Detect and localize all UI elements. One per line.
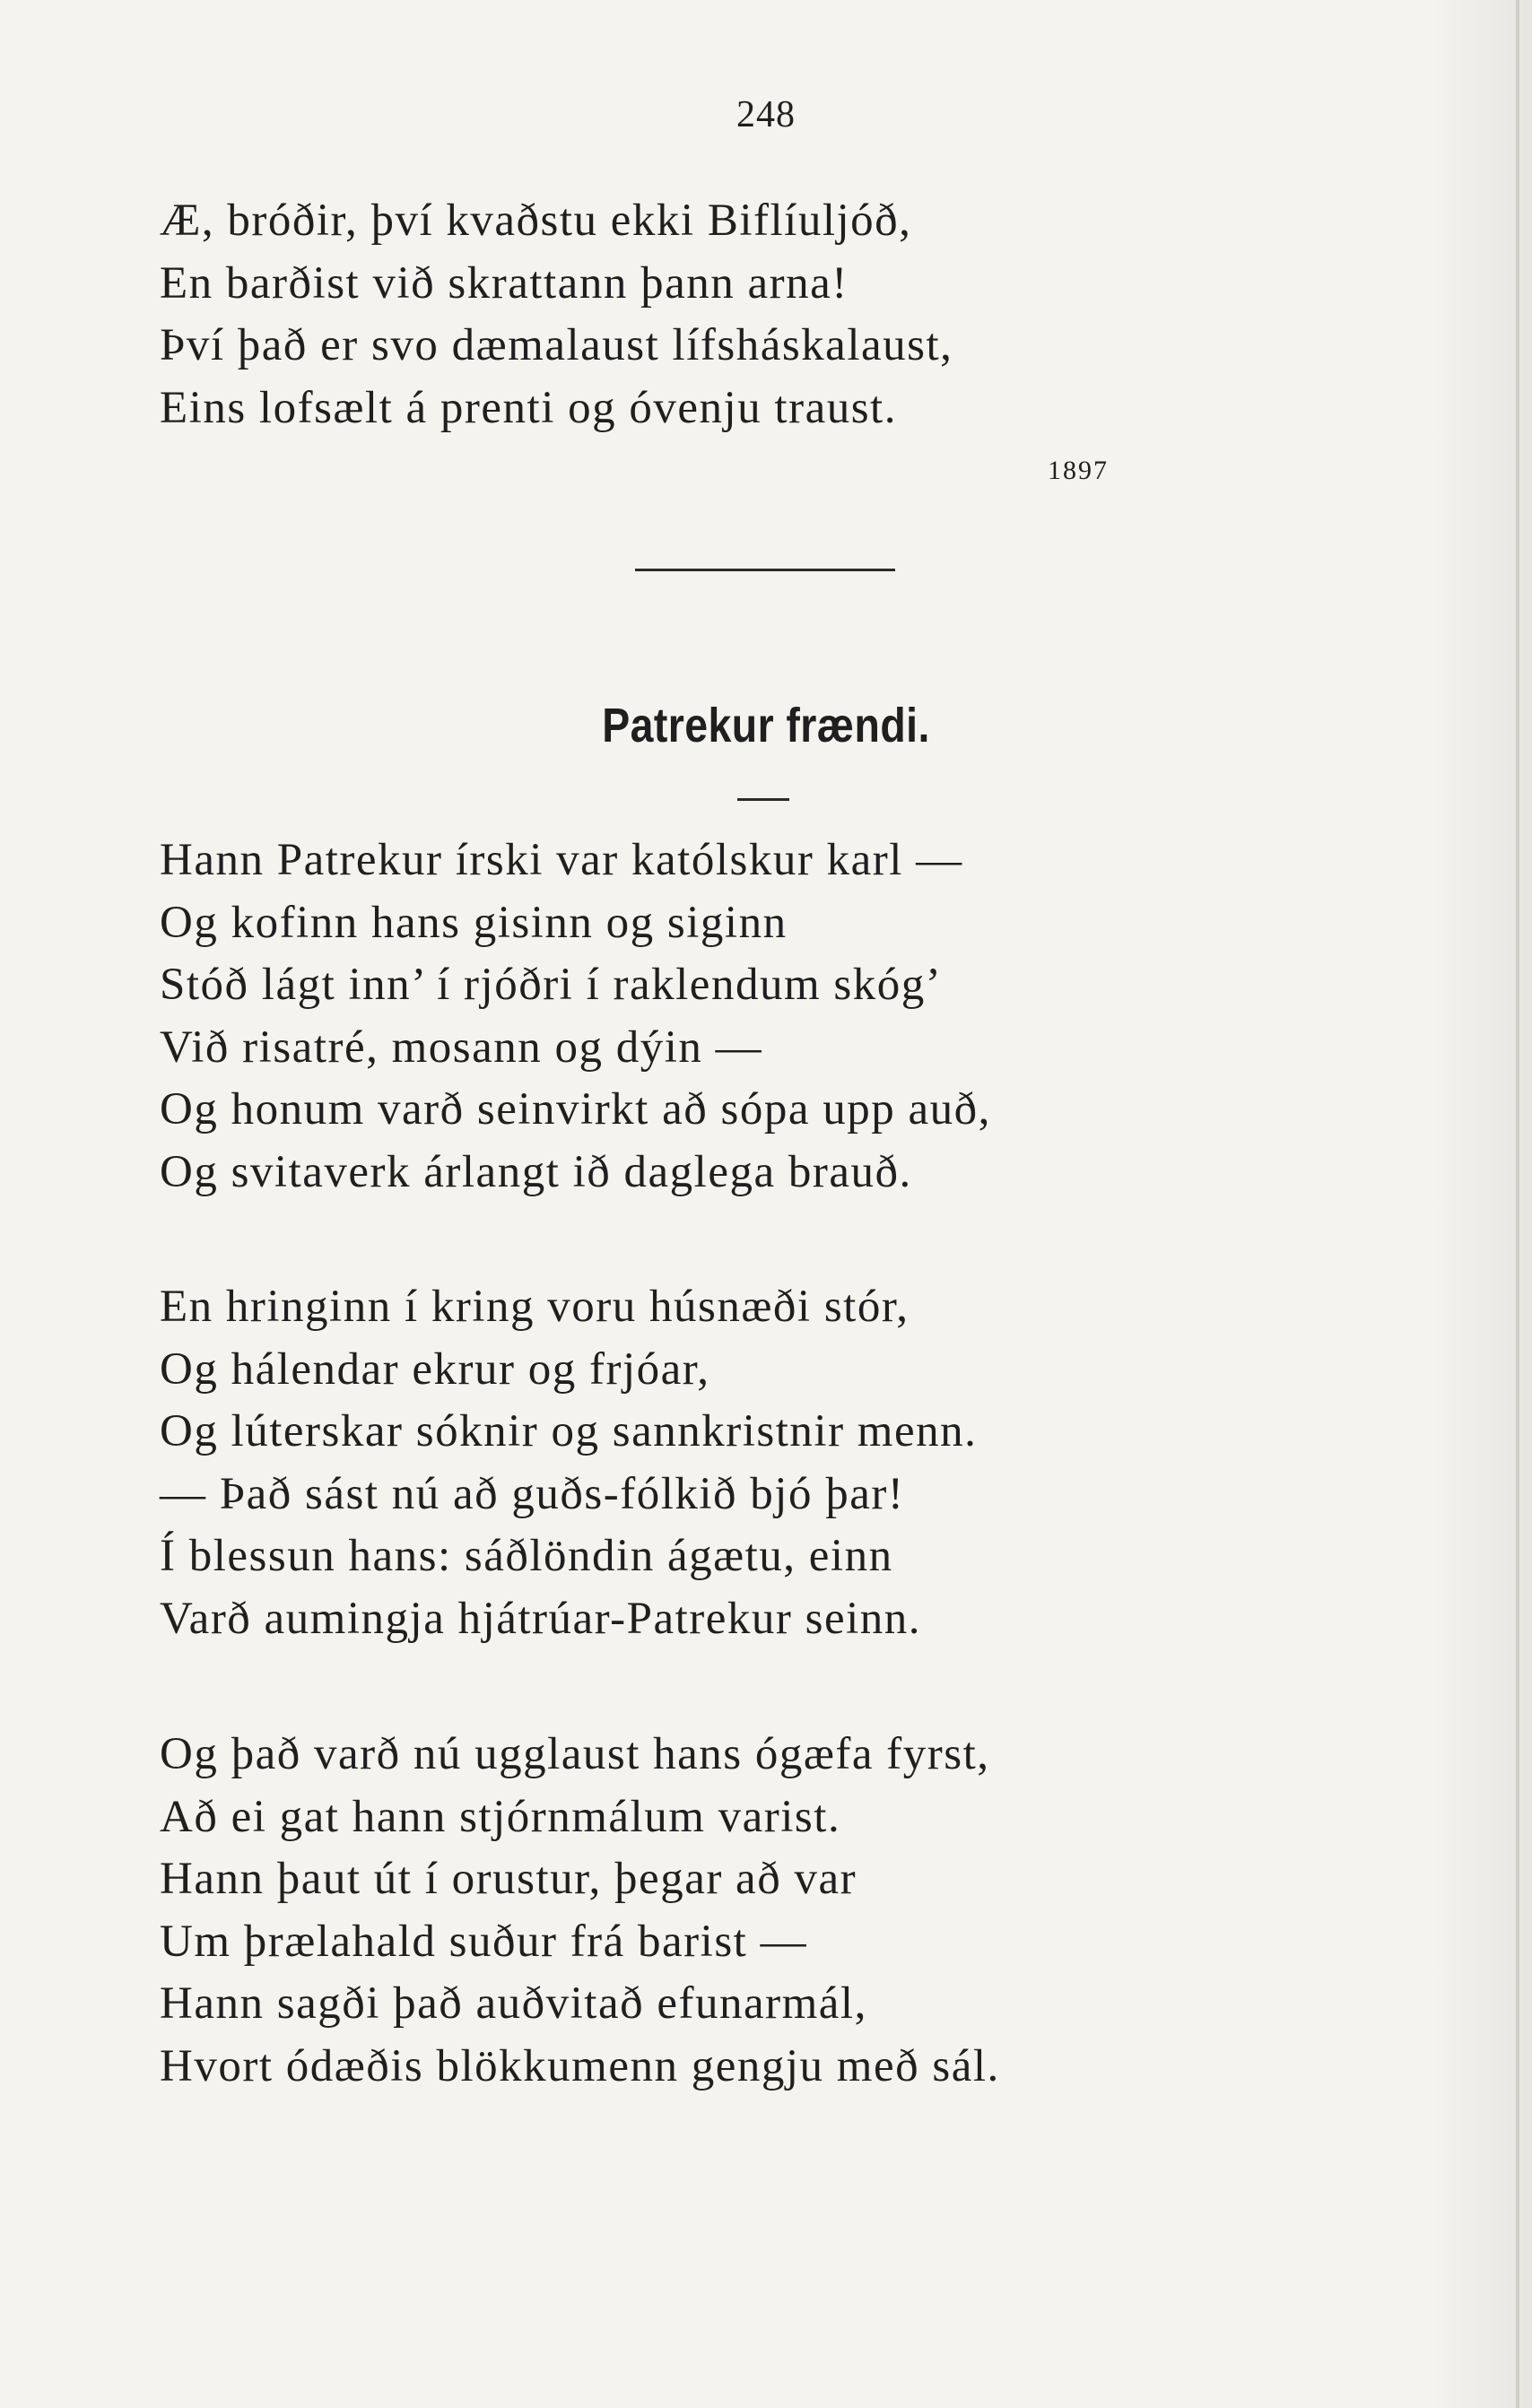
poem-line: Því það er svo dæmalaust lífsháskalaust,	[160, 320, 953, 370]
stanza-2	[160, 1276, 977, 1650]
stanza-previous-poem	[160, 190, 953, 439]
poem-line: Æ, bróðir, því kvaðstu ekki Biflíuljóð,	[160, 196, 912, 246]
section-divider	[635, 569, 895, 571]
poem-line: Í blessun hans: sáðlöndin ágætu, einn	[160, 1531, 893, 1581]
page-edge	[1516, 0, 1519, 2408]
title-rule	[737, 798, 789, 801]
poem-line: Eins lofsælt á prenti og óvenju traust.	[160, 382, 897, 433]
poem-title: Patrekur frændi.	[602, 699, 930, 752]
poem-line: Og lúterskar sóknir og sannkristnir menn.	[160, 1406, 978, 1456]
poem-line: Og honum varð seinvirkt að sópa upp auð,	[160, 1084, 991, 1134]
poem-line: Varð aumingja hjátrúar-Patrekur seinn.	[160, 1593, 922, 1644]
poem-line: Stóð lágt inn’ í rjóðri í raklendum skóg’	[160, 960, 943, 1010]
poem-line: — Það sást nú að guðs-fólkið bjó þar!	[160, 1468, 905, 1519]
poem-line: Að ei gat hann stjórnmálum varist.	[160, 1791, 841, 1842]
stanza-3	[160, 1724, 1000, 2098]
poem-line: Og það varð nú ugglaust hans ógæfa fyrst,	[160, 1729, 990, 1779]
poem-line: Hvort ódæðis blökkumenn gengju með sál.	[160, 2040, 1000, 2091]
poem-line: En hringinn í kring voru húsnæði stór,	[160, 1282, 910, 1332]
poem-date: 1897	[1048, 456, 1109, 485]
poem-line: Hann þaut út í orustur, þegar að var	[160, 1854, 857, 1904]
poem-line: Hann Patrekur írski var katólskur karl —	[160, 835, 963, 885]
poem-line: Og hálendar ekrur og frjóar,	[160, 1343, 710, 1395]
poem-line: Og kofinn hans gisinn og siginn	[160, 897, 788, 948]
stanza-1	[160, 830, 991, 1204]
poem-line: Hann sagði það auðvitað efunarmál,	[160, 1978, 867, 2029]
page-number: 248	[736, 94, 796, 135]
poem-line: En barðist við skrattann þann arna!	[160, 257, 849, 309]
poem-line: Og svitaverk árlangt ið daglega brauð.	[160, 1146, 912, 1197]
poem-line: Um þrælahald suður frá barist —	[160, 1916, 808, 1967]
poem-line: Við risatré, mosann og dýin —	[160, 1021, 763, 1073]
